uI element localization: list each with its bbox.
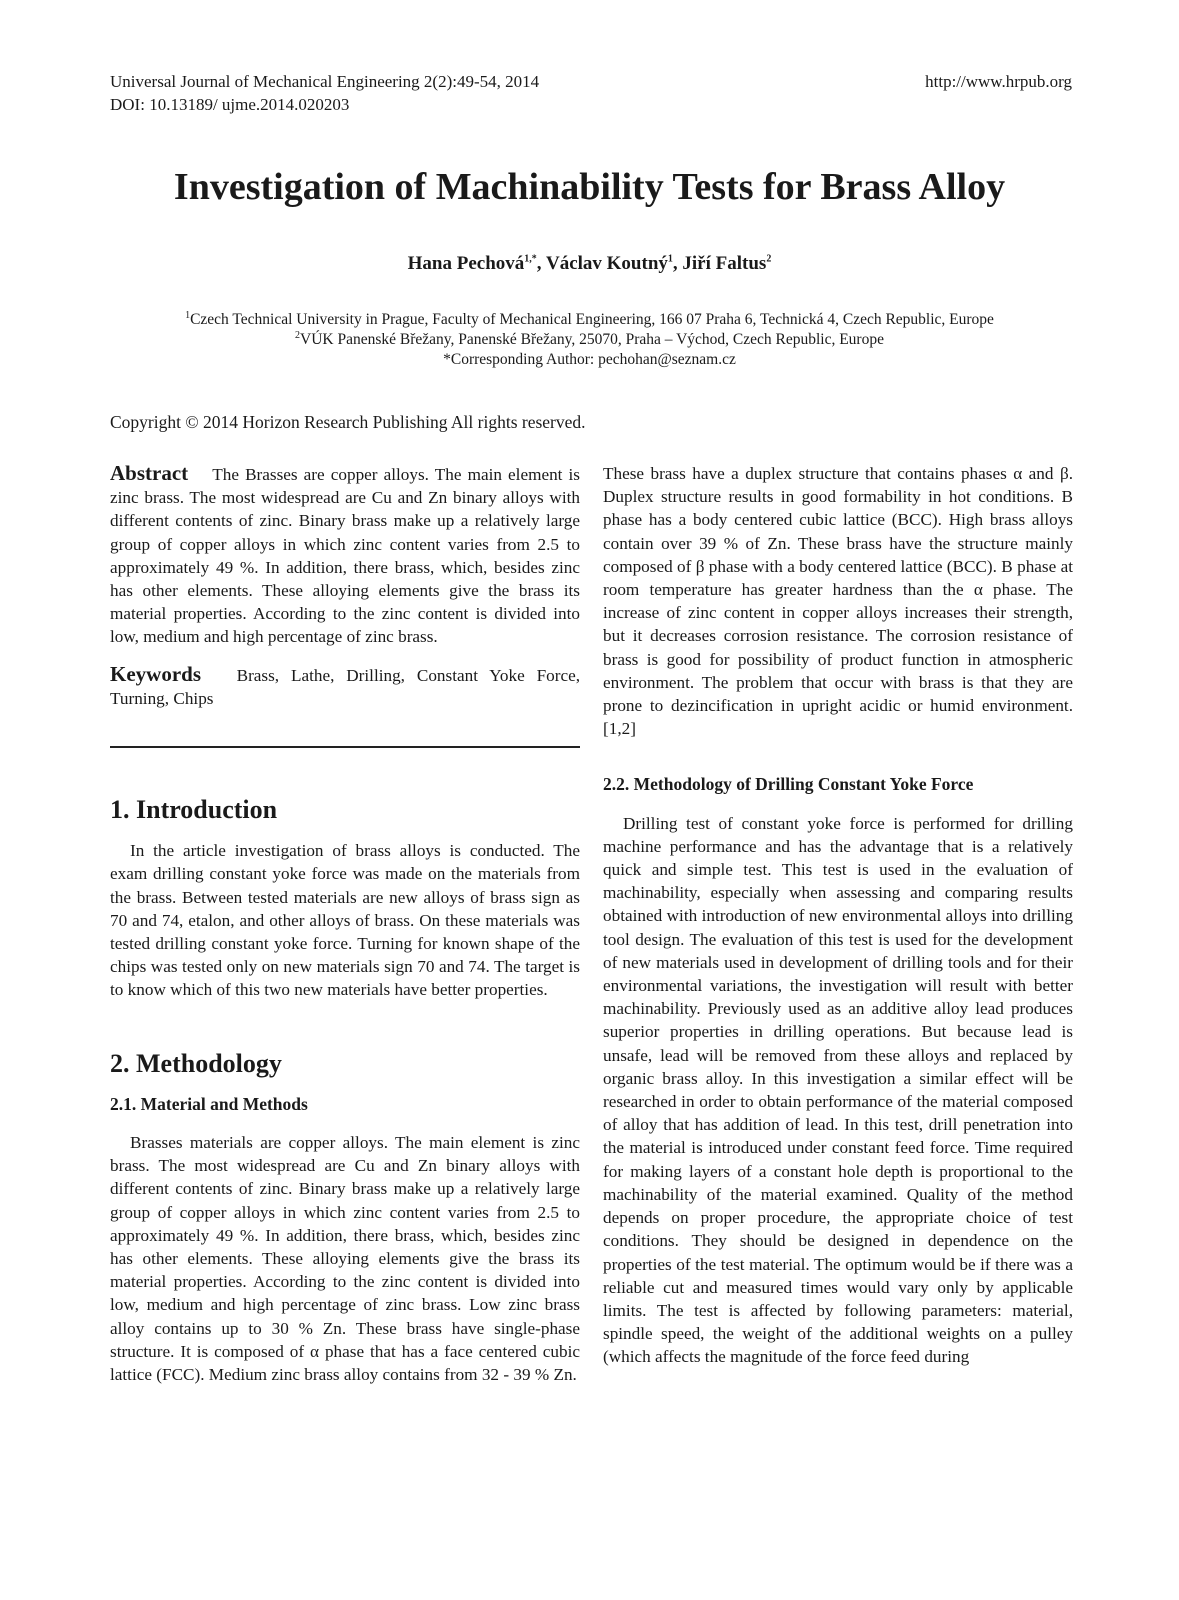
section-heading-methodology: 2. Methodology xyxy=(110,1048,282,1078)
author-sup: 1,* xyxy=(524,253,537,265)
subsection-heading-material: 2.1. Material and Methods xyxy=(110,1093,308,1114)
affiliation-sup: 1 xyxy=(185,309,191,321)
affiliations xyxy=(0,310,1179,370)
author-sup: 1 xyxy=(667,253,673,265)
abstract-text: The Brasses are copper alloys. The main element is zinc brass. The most widespread are Cu and Zn binary alloys with different contents of zinc. Binary brass make up a relatively large group of copper alloys in which zinc content varies from 2.5 to approximately 49 %. In addition, there brass, which, besides zinc has other elements. These alloying elements give the brass its material properties. According to the zinc content is divided into low, medium and high percentage of zinc brass. xyxy=(110,465,580,647)
author-name: Hana Pechová xyxy=(407,253,525,274)
affiliation-text: VÚK Panenské Břežany, Panenské Břežany, 25070, Praha – Východ, Czech Republic, Europe xyxy=(300,331,884,348)
author-name: Jiří Faltus xyxy=(682,253,767,274)
journal-citation: Universal Journal of Mechanical Engineering 2(2):49-54, 2014 xyxy=(110,72,540,91)
subsection-heading-drilling: 2.2. Methodology of Drilling Constant Yoke Force xyxy=(603,774,974,795)
corresponding-author: *Corresponding Author: pechohan@seznam.cz xyxy=(443,351,736,368)
copyright-notice: Copyright © 2014 Horizon Research Publishing All rights reserved. xyxy=(110,412,586,432)
affiliation-text: Czech Technical University in Prague, Faculty of Mechanical Engineering, 166 07 Praha 6, Technická 4, Czech Republic, Europe xyxy=(190,311,994,328)
section-divider xyxy=(110,746,580,748)
author-name: Václav Koutný xyxy=(545,253,668,274)
drilling-method-text: Drilling test of constant yoke force is performed for drilling machine performance and has the advantage that is a relatively quick and simple test. This test is used in the evaluation of machinability, especially when assessing and comparing results obtained with introduction of new environmental alloys into drilling tool design. The evaluation of this test is used for the development of new materials used in development of drilling tools and for their environmental variations, the investigation will result with better machinability. Previously used as an additive alloy lead produces superior properties in drilling operations. But because lead is unsafe, lead will be removed from these alloys and replaced by organic brass alloy. In this investigation a similar effect will be researched in order to obtain performance of the material composed of alloy that has addition of lead. In this test, drill penetration into the material is introduced under constant feed force. Time required for making layers of a constant hole depth is proportional to the machinability of the material examined. Quality of the method depends on proper procedure, the appropriate choice of test conditions. They should be designed in dependence on the properties of the test material. The optimum would be if there was a reliable cut and measured times would vary only by applicable limits. The test is affected by following parameters: material, spindle speed, the weight of the additional weights on a pulley (which affects the magnitude of the force feed during xyxy=(603,813,1073,1367)
affiliation-2 xyxy=(0,330,1179,350)
abstract-label: Abstract xyxy=(110,461,189,485)
affiliation-sup: 2 xyxy=(295,329,301,341)
keywords-label: Keywords xyxy=(110,661,201,686)
material-methods-text: Brasses materials are copper alloys. The main element is zinc brass. The most widespread are Cu and Zn binary alloys with different contents of zinc. Binary brass make up a relatively large group of copper alloys in which zinc content varies from 2.5 to approximately 49 %. In addition, there brass, which, besides zinc has other elements. These alloying elements give the brass its material properties. According to the zinc content is divided into low, medium and high percentage of zinc brass. Low zinc brass alloy contains up to 30 % Zn. These brass have single-phase structure. It is composed of α phase that has a face centered cubic lattice (FCC). Medium zinc brass alloy contains from 32 - 39 % Zn. xyxy=(110,1133,580,1385)
section-heading-introduction: 1. Introduction xyxy=(110,795,278,825)
abstract xyxy=(110,462,580,649)
paper-title: Investigation of Machinability Tests for Brass Alloy xyxy=(173,166,1006,208)
journal-url[interactable]: http://www.hrpub.org xyxy=(925,72,1072,91)
affiliation-1 xyxy=(0,310,1179,330)
doi: DOI: 10.13189/ ujme.2014.020203 xyxy=(110,95,350,114)
keywords xyxy=(110,663,580,710)
brass-phase-text: These brass have a duplex structure that contains phases α and β. Duplex structure results in good formability in hot conditions. B phase has a body centered cubic lattice (BCC). High brass alloys contain over 39 % of Zn. These brass have the structure mainly composed of β phase with a body centered lattice (BCC). B phase at room temperature has greater hardness than the α phase. The increase of zinc content in copper alloys increases their strength, but it decreases corrosion resistance. The corrosion resistance of brass is good for possibility of product function in atmospheric environment. The problem that occur with brass is that they are prone to dezincification in upright acidic or humid environment.[1,2] xyxy=(603,464,1073,739)
author-list xyxy=(0,253,1179,275)
author-separator: , xyxy=(536,253,546,274)
keywords-text: Brass, Lathe, Drilling, Constant Yoke Force, Turning, Chips xyxy=(110,665,581,708)
author-sup: 2 xyxy=(766,253,772,265)
introduction-text: In the article investigation of brass alloys is conducted. The exam drilling constant yoke force was made on the materials from the brass. Between tested materials are new alloys of brass sign as 70 and 74, etalon, and other alloys of brass. On these materials was tested drilling constant yoke force. Turning for known shape of the chips was tested only on new materials sign 70 and 74. The target is to know which of this two new materials have better properties. xyxy=(110,841,580,1000)
left-column xyxy=(110,462,580,1386)
right-column xyxy=(603,462,1073,1369)
running-header xyxy=(110,70,1072,116)
author-separator: , xyxy=(672,253,683,274)
